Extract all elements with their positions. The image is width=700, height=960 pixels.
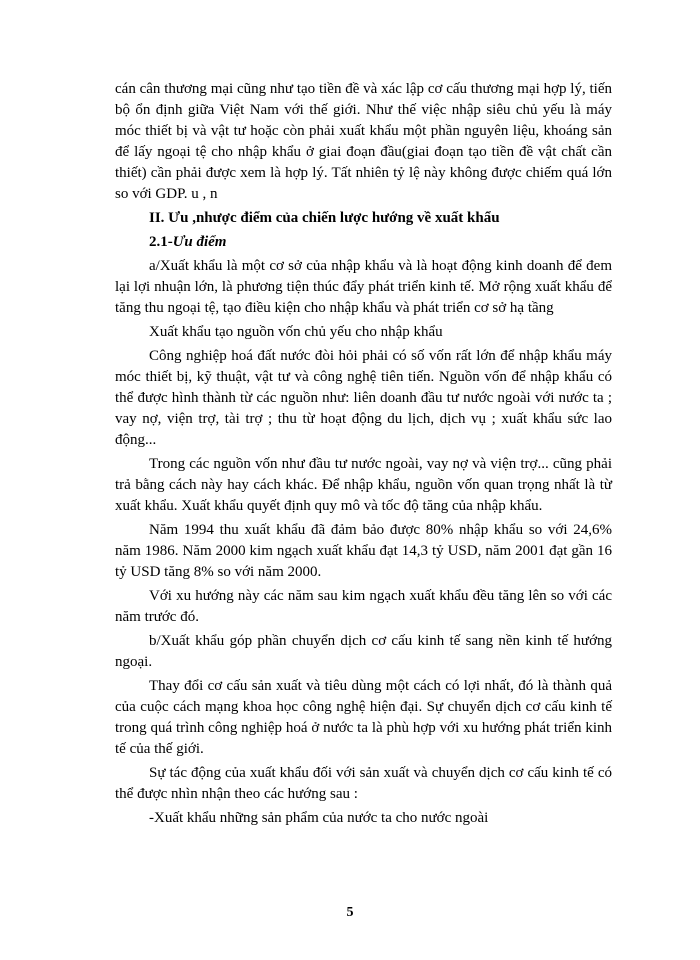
paragraph-capital-source: Xuất khẩu tạo nguồn vốn chủ yếu cho nhập khẩu [149, 324, 443, 340]
paragraph-industrialization: Công nghiệp hoá đất nước đòi hỏi phải có số vốn rất lớn để nhập khẩu máy móc thiết bị, kỹ thuật, vật tư và công nghệ tiên tiến. Nguồn vốn để nhập khẩu có thể được hình thành từ các nguồn như: liên doanh đầu tư nước ngoài với nước ta ; vay nợ, viện trợ, tài trợ ; thu từ hoạt động du lịch, dịch vụ ; xuất khẩu sức lao động... [115, 348, 612, 448]
paragraph-export-products: -Xuất khẩu những sản phẩm của nước ta cho nước ngoài [149, 810, 489, 826]
paragraph-production-change: Thay đổi cơ cấu sản xuất và tiêu dùng một cách có lợi nhất, đó là thành quả của cuộc cách mạng khoa học công nghệ hiện đại. Sự chuyển dịch cơ cấu kinh tế trong quá trình công nghiệp hoá ở nước ta là phù hợp với xu hướng phát triển kinh tế của thế giới. [115, 678, 612, 757]
subsection-heading [115, 232, 612, 253]
paragraph-funding-sources: Trong các nguồn vốn như đầu tư nước ngoài, vay nợ và viện trợ... cũng phải trả bằng cách này hay cách khác. Để nhập khẩu, nguồn vốn quan trọng nhất là từ xuất khẩu. Xuất khẩu quyết định quy mô và tốc độ tăng của nhập khẩu. [115, 456, 612, 514]
page-body [115, 79, 612, 829]
paragraph-export-basis: a/Xuất khẩu là một cơ sở của nhập khẩu và là hoạt động kinh doanh để đem lại lợi nhuận lớn, là phương tiện thúc đẩy phát triển kinh tế. Mở rộng xuất khẩu để tăng thu ngoại tệ, tạo điều kiện cho nhập khẩu và phát triển cơ sở hạ tầng [115, 258, 612, 316]
paragraph-impact: Sự tác động của xuất khẩu đối với sản xuất và chuyển dịch cơ cấu kinh tế có thể được nhìn nhận theo các hướng sau : [115, 765, 612, 802]
paragraph-trend: Với xu hướng này các năm sau kim ngạch xuất khẩu đều tăng lên so với các năm trước đó. [115, 588, 612, 625]
paragraph-trade-balance: cán cân thương mại cũng như tạo tiền đề và xác lập cơ cấu thương mại hợp lý, tiến bộ ổn định giữa Việt Nam với thế giới. Như thế việc nhập siêu chủ yếu là máy móc thiết bị và vật tư hoặc còn phải xuất khẩu một phần nguyên liệu, khoáng sản để lấy ngoại tệ cho nhập khẩu ở giai đoạn đầu(giai đoạn tạo tiền đề vật chất cần thiết) cần phải được xem là hợp lý. Tất nhiên tỷ lệ này không được chiếm quá lớn so với GDP. u , n [115, 81, 612, 202]
page-number: 5 [346, 905, 354, 920]
subsection-title: Ưu điểm [172, 234, 227, 250]
paragraph-export-figures: Năm 1994 thu xuất khẩu đã đảm bảo được 80% nhập khẩu so với 24,6% năm 1986. Năm 2000 kim ngạch xuất khẩu đạt 14,3 tỷ USD, năm 2001 đạt gần 16 tỷ USD tăng 8% so với năm 2000. [115, 522, 612, 580]
section-heading: II. Ưu ,nhược điểm của chiến lược hướng về xuất khẩu [149, 210, 500, 226]
subsection-number: 2.1- [149, 234, 173, 250]
paragraph-structure-shift: b/Xuất khẩu góp phần chuyển dịch cơ cấu kinh tế sang nền kinh tế hướng ngoại. [115, 633, 612, 670]
